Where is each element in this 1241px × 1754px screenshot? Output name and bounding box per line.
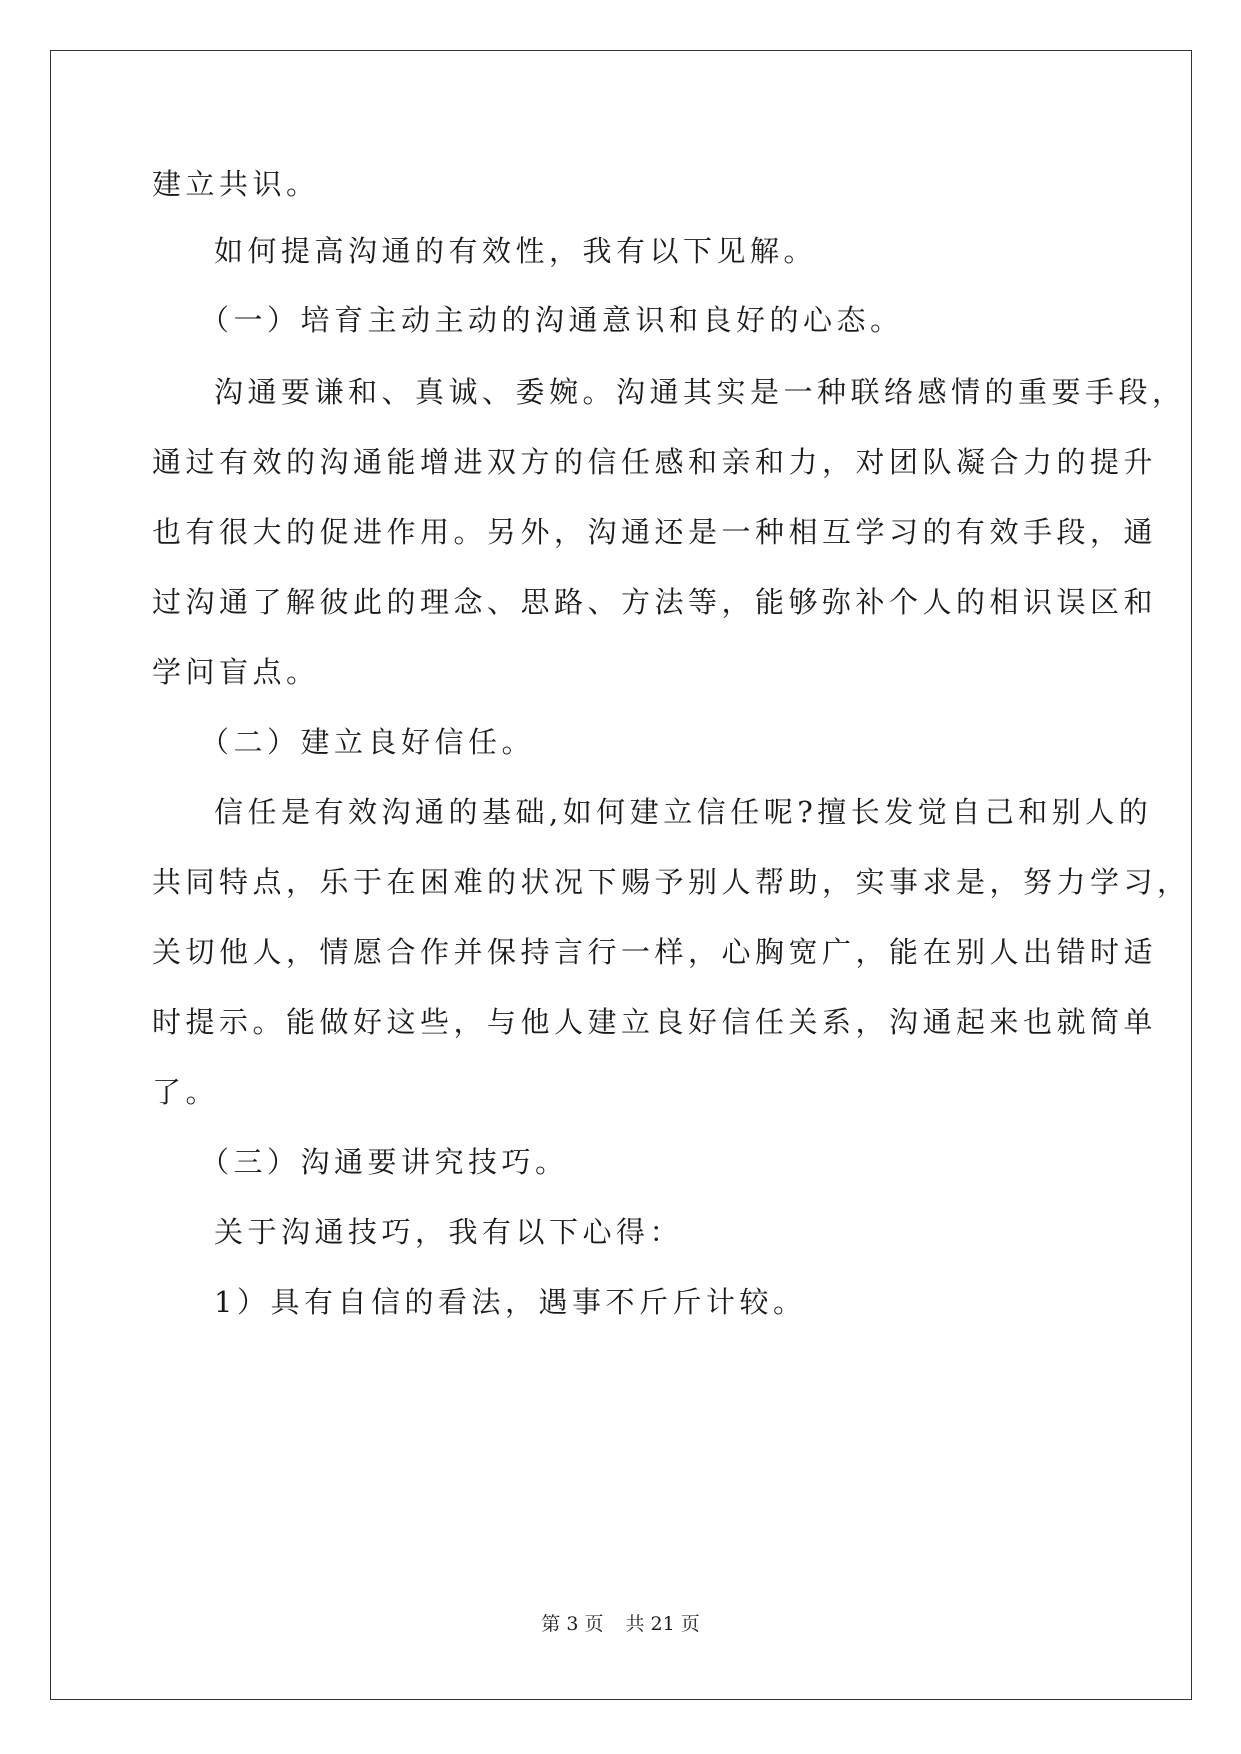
page-number: 第 3 页 [541,1613,604,1635]
paragraph-line: 时提示。能做好这些，与他人建立良好信任关系，沟通起来也就简单 [152,1005,1158,1039]
paragraph-line: 1）具有自信的看法，遇事不斤斤计较。 [214,1285,807,1319]
section-heading: （二）建立良好信任。 [200,725,536,759]
paragraph-line: 也有很大的促进作用。另外，沟通还是一种相互学习的有效手段，通 [152,515,1158,549]
paragraph-line: 学问盲点。 [152,655,320,689]
paragraph-line: 过沟通了解彼此的理念、思路、方法等，能够弥补个人的相识误区和 [152,585,1158,619]
paragraph-line: 关于沟通技巧，我有以下心得： [214,1215,684,1249]
paragraph-line: 如何提高沟通的有效性，我有以下见解。 [214,234,818,268]
page-footer [0,1612,1241,1636]
paragraph-line: 了。 [152,1075,220,1109]
paragraph-line: 共同特点，乐于在困难的状况下赐予别人帮助，实事求是，努力学习， [152,865,1191,899]
paragraph-line: 关切他人，情愿合作并保持言行一样，心胸宽广，能在别人出错时适 [152,935,1158,969]
section-heading: （一）培育主动主动的沟通意识和良好的心态。 [200,303,904,337]
paragraph-line: 沟通要谦和、真诚、委婉。沟通其实是一种联络感情的重要手段， [214,375,1186,409]
paragraph-line: 通过有效的沟通能增进双方的信任感和亲和力，对团队凝合力的提升 [152,445,1158,479]
paragraph-line: 信任是有效沟通的基础,如何建立信任呢?擅长发觉自己和别人的 [214,795,1153,829]
paragraph-line: 建立共识。 [152,167,320,201]
section-heading: （三）沟通要讲究技巧。 [200,1145,569,1179]
page-total: 共 21 页 [625,1613,700,1635]
